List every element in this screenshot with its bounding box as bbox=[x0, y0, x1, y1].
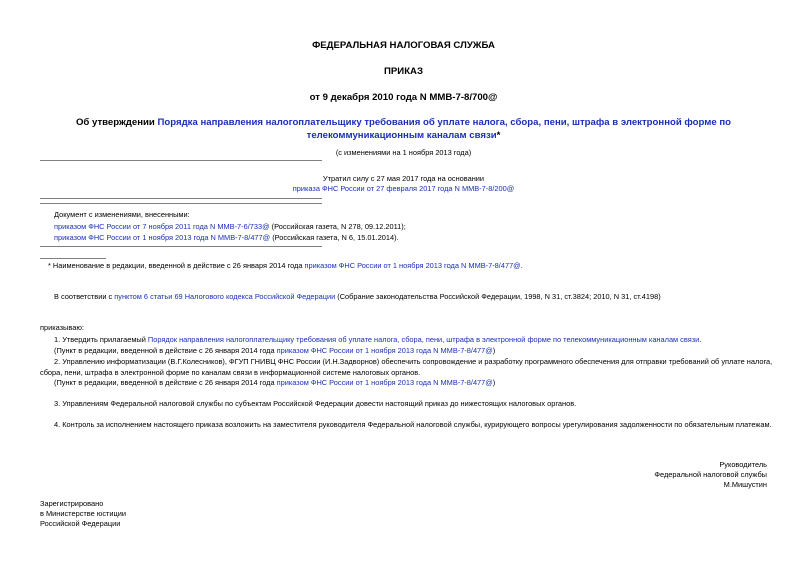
amendment-source: (Российская газета, N 6, 15.01.2014). bbox=[270, 233, 399, 242]
expired-order-link[interactable]: приказа ФНС России от 27 февраля 2017 года N ММВ-7-8/200@ bbox=[292, 184, 515, 193]
title-procedure-link[interactable]: Порядка направления налогоплательщику требования об уплате налога, сбора, пени, штрафа в электронной форме по телекоммуникационным каналам связи bbox=[157, 117, 732, 141]
divider bbox=[40, 160, 322, 161]
item-1-prefix: 1. Утвердить прилагаемый bbox=[54, 335, 148, 344]
amendment-item bbox=[54, 233, 399, 243]
basis-prefix: В соответствии с bbox=[54, 292, 115, 301]
divider bbox=[40, 198, 322, 199]
item-4: 4. Контроль за исполнением настоящего приказа возложить на заместителя руководителя Федеральной налоговой службы, курирующего вопросы урегулирования задолженности по обязательным платежам. bbox=[54, 420, 772, 429]
footnote-text: * Наименование в редакции, введенной в действие с 26 января 2014 года bbox=[48, 261, 305, 270]
amendment-link[interactable]: приказом ФНС России от 7 ноября 2011 года N ММВ-7-6/733@ bbox=[54, 222, 270, 231]
item-2-line-1: 2. Управлению информатизации (В.Г.Колесников), ФГУП ГНИВЦ ФНС России (И.Н.Задворнов) обеспечить сопровождение и разработку программного обеспечения для отправки требований об уплате налога, bbox=[54, 357, 773, 366]
procedure-link[interactable]: Порядок направления налогоплательщику требования об уплате налога, сбора, пени, штрафа в электронной форме по телекоммуникационным каналам связи bbox=[147, 335, 700, 344]
footnote bbox=[48, 261, 523, 271]
item-1-note bbox=[54, 346, 495, 356]
footnote-link[interactable]: приказом ФНС России от 1 ноября 2013 года N ММВ-7-8/477@ bbox=[304, 261, 521, 270]
amendment-item bbox=[54, 222, 406, 232]
basis-source: (Собрание законодательства Российской Федерации, 1998, N 31, ст.3824; 2010, N 31, ст.4198) bbox=[335, 292, 661, 301]
amendment-source: (Российская газета, N 278, 09.12.2011); bbox=[269, 222, 406, 231]
registered-line: Зарегистрировано bbox=[40, 499, 104, 508]
agency-name: ФЕДЕРАЛЬНАЯ НАЛОГОВАЯ СЛУЖБА bbox=[312, 40, 495, 51]
title-asterisk: * bbox=[496, 130, 501, 141]
footnote-end: . bbox=[520, 261, 523, 270]
note-text: (Пункт в редакции, введенной в действие с 26 января 2014 года bbox=[54, 378, 277, 387]
document-date-number: от 9 декабря 2010 года N ММВ-7-8/700@ bbox=[309, 92, 498, 103]
registered-line: Российской Федерации bbox=[40, 519, 121, 528]
signature-title: Руководитель bbox=[719, 460, 767, 469]
amendment-link[interactable]: приказом ФНС России от 1 ноября 2013 года N ММВ-7-8/477@ bbox=[54, 233, 271, 242]
signature-org: Федеральной налоговой службы bbox=[654, 470, 767, 479]
item-2-note bbox=[54, 378, 495, 388]
page-title bbox=[40, 116, 767, 142]
tax-code-link[interactable]: пунктом 6 статьи 69 Налогового кодекса Российской Федерации bbox=[114, 292, 336, 301]
note-text: (Пункт в редакции, введенной в действие с 26 января 2014 года bbox=[54, 346, 277, 355]
note-end: ) bbox=[492, 346, 496, 355]
title-prefix: Об утверждении bbox=[75, 117, 158, 128]
item-1-end: . bbox=[699, 335, 702, 344]
footnote-divider bbox=[40, 258, 106, 259]
note-link[interactable]: приказом ФНС России от 1 ноября 2013 года N ММВ-7-8/477@ bbox=[276, 346, 493, 355]
order-word: приказываю: bbox=[40, 323, 84, 332]
item-3: 3. Управлениям Федеральной налоговой службы по субъектам Российской Федерации довести настоящий приказ до нижестоящих налоговых органов. bbox=[54, 399, 577, 408]
item-2-line-2: сбора, пени, штрафа в электронной форме по каналам связи в информационной системе налоговых органов. bbox=[40, 368, 421, 377]
amendments-heading: Документ с изменениями, внесенными: bbox=[54, 210, 190, 219]
expired-note: Утратил силу с 27 мая 2017 года на основании bbox=[322, 174, 485, 183]
registered-line: в Министерстве юстиции bbox=[40, 509, 127, 518]
document-type: ПРИКАЗ bbox=[384, 66, 423, 77]
changes-note: (с изменениями на 1 ноября 2013 года) bbox=[335, 148, 472, 157]
note-end: ) bbox=[492, 378, 496, 387]
signature-name: М.Мишустин bbox=[723, 480, 767, 489]
divider bbox=[40, 246, 322, 247]
divider bbox=[40, 203, 322, 204]
basis-paragraph bbox=[54, 292, 661, 302]
note-link[interactable]: приказом ФНС России от 1 ноября 2013 года N ММВ-7-8/477@ bbox=[276, 378, 493, 387]
item-1 bbox=[54, 335, 701, 345]
